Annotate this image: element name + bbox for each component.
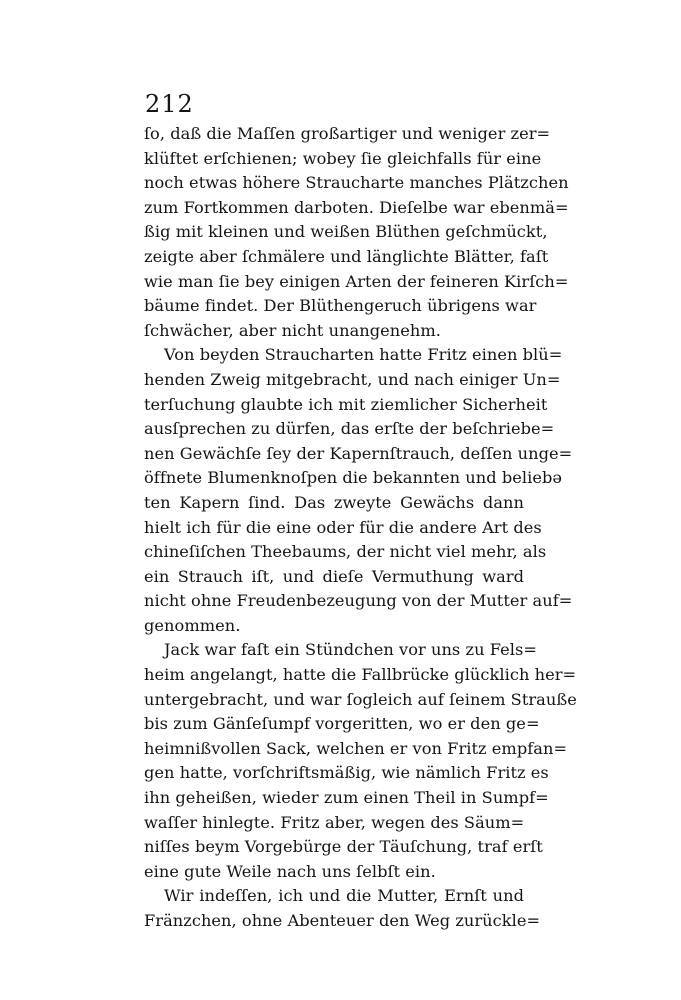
text-line: noch etwas höhere Straucharte manches Plätzchen <box>144 173 569 193</box>
text-line: nicht ohne Freudenbezeugung von der Mutter auf= <box>144 591 573 611</box>
text-line: ein Strauch iſt, und dieſe Vermuthung ward <box>144 566 524 586</box>
text-line: Von beyden Straucharten hatte Fritz einen blü= <box>164 345 563 365</box>
text-line: zum Fortkommen darboten. Dieſelbe war ebenmä= <box>144 197 569 217</box>
text-line: heimnißvollen Sack, welchen er von Fritz empfan= <box>144 738 568 758</box>
text-line: ihn geheißen, wieder zum einen Theil in Sumpf= <box>144 788 549 808</box>
paragraph-1 <box>144 122 569 343</box>
text-line: chineſiſchen Theebaums, der nicht viel mehr, als <box>144 542 547 562</box>
text-line: hielt ich für die eine oder für die andere Art des <box>144 517 542 537</box>
text-line: waſſer hinlegte. Fritz aber, wegen des Säum= <box>144 812 525 832</box>
text-line: nen Gewächſe ſey der Kapernſtrauch, deſſen unge= <box>144 443 573 463</box>
text-line: ßig mit kleinen und weißen Blüthen geſchmückt, <box>144 222 548 242</box>
paragraph-2 <box>144 343 573 638</box>
text-line: klüftet erſchienen; wobey ſie gleichfalls für eine <box>144 148 542 168</box>
text-line: wie man ſie bey einigen Arten der feineren Kirſch= <box>144 271 569 291</box>
paragraph-4 <box>144 884 541 933</box>
text-line: untergebracht, und war ſogleich auf ſeinem Strauße <box>144 689 577 709</box>
text-line: heim angelangt, hatte die Fallbrücke glücklich her= <box>144 665 577 685</box>
page-number: 212 <box>145 90 194 118</box>
text-line: bäume findet. Der Blüthengeruch übrigens war <box>144 296 537 316</box>
text-line: eine gute Weile nach uns ſelbſt ein. <box>144 861 436 881</box>
text-line: gen hatte, vorſchriftsmäßig, wie nämlich Fritz es <box>144 763 549 783</box>
text-line: genommen. <box>144 615 241 635</box>
text-line: ausſprechen zu dürfen, das erſte der beſchriebe= <box>144 419 555 439</box>
text-line: ſo, daß die Maſſen großartiger und weniger zer= <box>144 124 551 143</box>
text-line: Fränzchen, ohne Abenteuer den Weg zurückle= <box>144 911 541 930</box>
text-line: ten Kapern ſind. Das zweyte Gewächs dann <box>144 492 524 512</box>
text-line: zeigte aber ſchmälere und länglichte Blätter, faſt <box>144 246 549 266</box>
text-line: ſchwächer, aber nicht unangenehm. <box>144 320 441 340</box>
text-line: henden Zweig mitgebracht, und nach einiger Un= <box>144 369 561 389</box>
text-line: niſſes beym Vorgebürge der Täuſchung, traf erſt <box>144 837 543 857</box>
text-line: Jack war faſt ein Stündchen vor uns zu Fels= <box>164 640 537 660</box>
paragraph-3 <box>144 638 577 884</box>
body-text <box>144 122 577 934</box>
text-line: bis zum Gänſeſumpf vorgeritten, wo er den ge= <box>144 714 540 734</box>
text-line: Wir indeſſen, ich und die Mutter, Ernſt und <box>164 886 524 906</box>
text-line: öffnete Blumenknoſpen die bekannten und beliebə <box>144 468 562 488</box>
text-line: terſuchung glaubte ich mit ziemlicher Sicherheit <box>144 394 548 414</box>
